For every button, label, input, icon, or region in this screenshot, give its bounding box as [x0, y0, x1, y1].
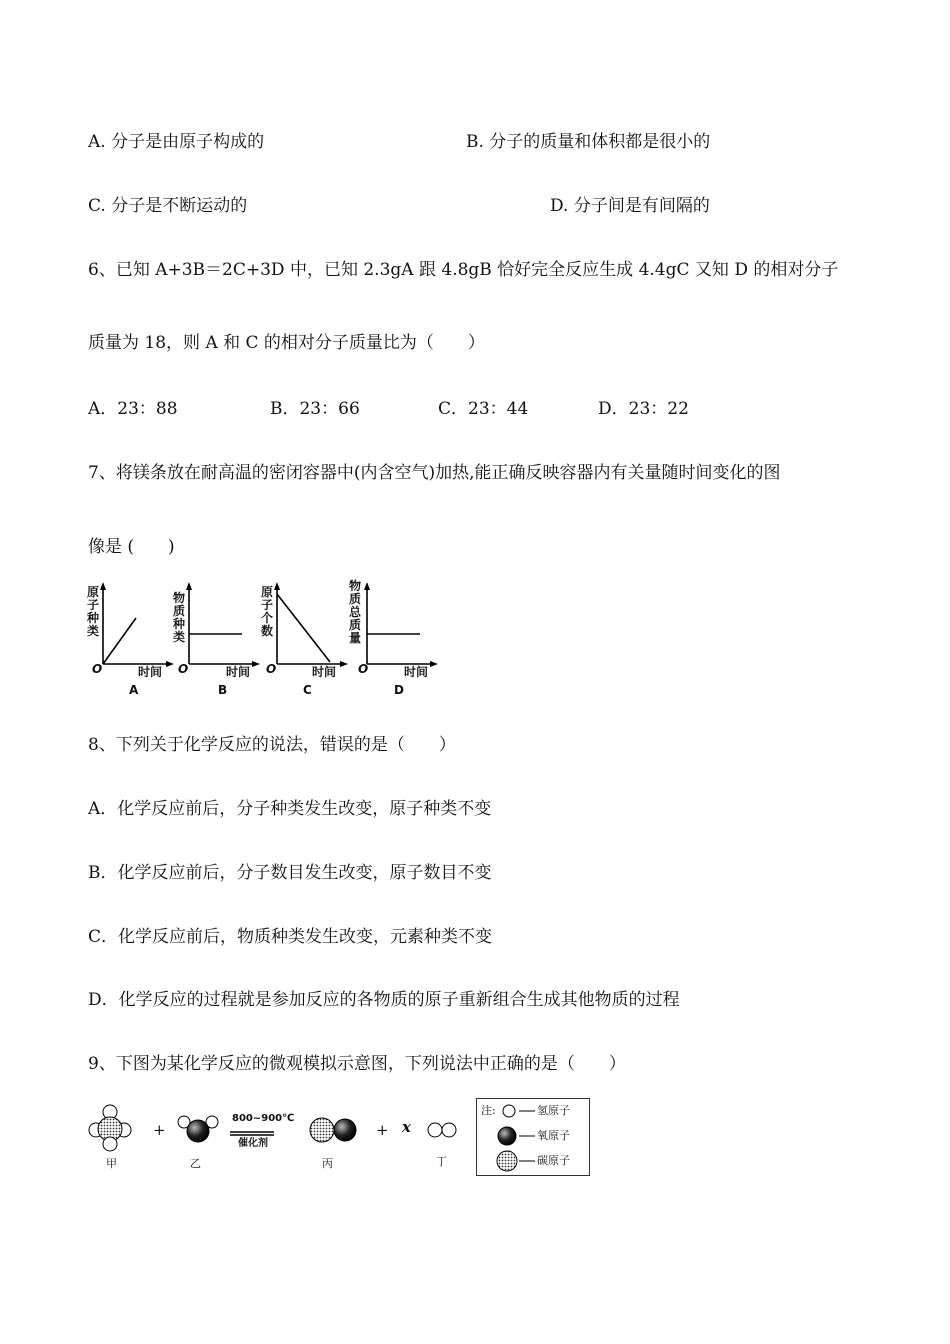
condition-catalyst: 催化剂 [238, 1138, 268, 1149]
label-bing: 丙 [322, 1157, 333, 1170]
plus-sign-2: + [376, 1121, 389, 1139]
legend-title: 注: [481, 1104, 496, 1117]
q5-option-b: B. 分子的质量和体积都是很小的 [466, 132, 711, 152]
q6-stem-line1: 6、已知 A+3B＝2C+3D 中，已知 2.3gA 跟 4.8gB 恰好完全反应生成 4.4gC 又知 D 的相对分子 [88, 260, 839, 280]
q6-stem-line2: 质量为 18，则 A 和 C 的相对分子质量比为（ ） [88, 333, 485, 353]
graph-b-ylabel: 物质种类 [172, 591, 185, 644]
q6-option-c: C．23：44 [438, 399, 529, 419]
q5-option-d: D. 分子间是有间隔的 [550, 196, 710, 216]
graph-c-line [277, 594, 330, 662]
q8-option-c: C．化学反应前后，物质种类发生改变，元素种类不变 [88, 927, 493, 947]
reaction-arrow [230, 1132, 274, 1135]
graph-b-letter: B [218, 683, 228, 697]
q7-stem-line1: 7、将镁条放在耐高温的密闭容器中(内含空气)加热,能正确反映容器内有关量随时间变化的图 [88, 463, 781, 483]
legend-carbon: 碳原子 [537, 1154, 570, 1167]
graph-c-origin: O [266, 662, 277, 676]
label-jia: 甲 [106, 1157, 117, 1170]
q7-stem-line2: 像是 ( ) [88, 537, 175, 557]
q5-option-c: C. 分子是不断运动的 [88, 196, 248, 216]
graph-a-ylabel: 原子种类 [86, 585, 99, 638]
graph-a-letter: A [129, 683, 139, 697]
legend-hydrogen: 氢原子 [537, 1104, 570, 1117]
coefficient-x: x [402, 1118, 411, 1136]
q6-option-a: A．23：88 [88, 399, 178, 419]
q8-option-d: D．化学反应的过程就是参加反应的各物质的原子重新组合生成其他物质的过程 [88, 990, 680, 1010]
graph-c-ylabel: 原子个数 [260, 585, 273, 638]
q8-option-b: B．化学反应前后，分子数目发生改变，原子数目不变 [88, 863, 492, 883]
graph-c-letter: C [303, 683, 312, 697]
graph-d-letter: D [394, 683, 404, 697]
condition-temperature: 800~900℃ [232, 1113, 295, 1124]
graph-d-origin: O [358, 662, 369, 676]
graph-a-xlabel: 时间 [138, 665, 163, 679]
graph-b-origin: O [178, 662, 189, 676]
reaction-molecules [88, 1100, 468, 1180]
graph-d-ylabel: 物质总质量 [348, 579, 361, 645]
legend-oxygen: 氧原子 [537, 1129, 570, 1142]
graph-d-xlabel: 时间 [404, 665, 429, 679]
q8-option-a: A．化学反应前后，分子种类发生改变，原子种类不变 [88, 799, 492, 819]
graph-b-xlabel: 时间 [226, 665, 251, 679]
molecule-yi [178, 1116, 218, 1142]
q9-stem: 9、下图为某化学反应的微观模拟示意图，下列说法中正确的是（ ） [88, 1054, 626, 1074]
graph-a-line [103, 618, 136, 664]
legend-box [476, 1098, 590, 1176]
molecule-ding [428, 1123, 456, 1137]
molecule-bing [310, 1118, 356, 1142]
molecule-jia [89, 1105, 131, 1151]
label-ding: 丁 [436, 1155, 447, 1168]
plus-sign-1: + [153, 1121, 166, 1139]
label-yi: 乙 [190, 1157, 201, 1170]
graph-a-origin: O [92, 662, 103, 676]
q8-stem: 8、下列关于化学反应的说法，错误的是（ ） [88, 735, 456, 755]
graph-c-xlabel: 时间 [312, 665, 337, 679]
q5-option-a: A. 分子是由原子构成的 [88, 132, 265, 152]
q6-option-d: D．23：22 [598, 399, 689, 419]
graph-d-axes [362, 582, 452, 672]
q6-option-b: B．23：66 [270, 399, 360, 419]
